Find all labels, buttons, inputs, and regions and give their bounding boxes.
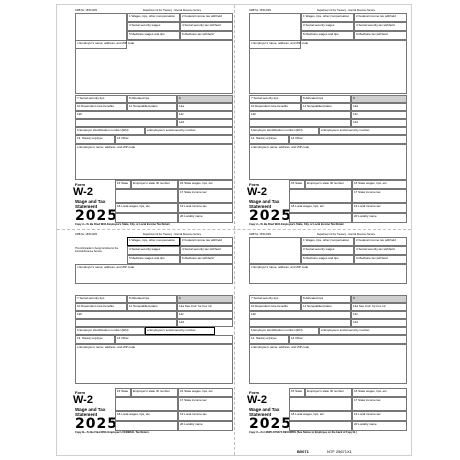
box-14[interactable]: 14 Other — [115, 135, 233, 144]
box-12c[interactable]: 12c — [177, 311, 233, 319]
box-11[interactable]: 11 Nonqualified plans — [301, 103, 351, 111]
box-12c[interactable]: 12c — [177, 111, 233, 119]
state-blank — [115, 397, 178, 411]
box-15-state-id[interactable]: Employer's state ID number — [305, 180, 352, 189]
horizontal-perforation — [57, 229, 411, 230]
box-20[interactable]: 20 Locality name — [178, 421, 233, 431]
box-15[interactable]: 15 State — [289, 180, 305, 189]
box-7[interactable]: 7 Social security tips — [75, 95, 127, 103]
w2-form-sheet: OMB No. 1545-0029 Department of the Treasury - Internal Revenue Service 1 Wages, tips, other compensation 2 Federal income tax withheld 3 Social security wages 4 Social security tax withheld 5 Medicare wages and tips 6 Medicare tax withheld c Employer's name, address, and ZIP code 7 Social security tips 8 Allocated tips 9 10 Dependent care benefits 11 Nonqualified plans 12a 12b 12c 12d b Employer identification number (EIN) a Employee's social security number 13 Statutory employee 14 Other e Employee's name, address, and ZIP code OMB No. 1545-0029 Department of the Treasury - Internal Revenue Service 1 Wages, tips, other compensation 2 Federal income tax withheld 3 Social security wages 4 Social security tax withheld 5 Medicare wages and tips 6 Medicare tax withheld c Employer's name, address, and ZIP code 7 Social security tips 8 Allocated tips 9 10 Dependent care benefits 11 Nonqualified plans 12a 12b 12c 12d b Employer identification number (EIN) a Employee's social security number 13 Statutory employee 14 Other e Employee's name, address, and ZIP code Form W-2 Wage and Tax Statement 2025 Copy 2—To Be Filed With Employee's State, City, or Local Income Tax Return 15 State Employer's state ID number 16 State wages, tips, etc. 17 State income tax 18 Local wages, tips, etc. 19 Local income tax 20 Locality name Form W-2 Wage and Tax Statement 2025 Copy 2—To Be Filed With Employee's State, City, or Local Income Tax Return 15 State Employer's state ID number 16 State wages, tips, etc. 17 State income tax 18 Local wages, tips, etc. 19 Local income tax 20 Locality name OMB No. 1545-0029 Department of the Treasury - Internal Revenue Service This information is being furnished to the Internal Revenue Service. 1 Wages, tips, other compensation 2 Federal income tax withheld 3 Social security wages 4 Social security tax withheld 5 Medicare wages and tips 6 Medicare tax withheld c Employer's name, address, and ZIP code 7 Social security tips 8 Allocated tips 9 10 Dependent care benefits 11 Nonqualified plans 12a See instr. for box 12 12b 12c 12d b Employer identification number (EIN) a Employee's social security number 13 Statutory employee 14 Other e Employee's name, address, and ZIP code OMB No. 1545-0029 Department of the Treasury - Internal Revenue Service 1 Wages, tips, other compensation 2 Federal income tax withheld 3 Social security wages 4 Social security tax withheld 5 Medicare wages and tips 6 Medicare tax withheld c Employer's name, address, and ZIP code 7 Social security tips 8 Allocated tips 9 10 Dependent care benefits 11 Nonqualified plans 12a See instr. for box 12 12b 12c 12d b Employer identification number (EIN) a Employee's social security number 13 Statutory employee 14 Other e Employee's name, address, and ZIP code Form W-2 Wage and Tax Statement 2025 Copy B—To Be Filed With Employee's FEDERAL Tax Return. 15 State Employer's state ID number 16 State wages, tips, etc. 17 State income tax 18 Local wages, tips, etc. 19 Local income tax 20 Locality name Form W-2 Wage and Tax Statement 2025 Copy C—For EMPLOYEE'S RECORDS (See Notice to Employee on the back of Copy B.) 15 State Employer's state ID number 16 State wages, tips, etc. 17 State income tax 18 Local wages, tips, etc. 19 Local income tax 20 Locality name B0071 NTF 25671X1 — [56, 4, 412, 456]
box-13[interactable]: 13 Statutory employee — [75, 135, 115, 144]
omb-number: OMB No. 1545-0029 — [75, 9, 97, 12]
ssn-box[interactable]: a Employee's social security number — [319, 127, 407, 135]
box-12c[interactable]: 12c — [351, 111, 407, 119]
box-12a[interactable]: 12a — [177, 103, 233, 111]
tax-year: 2025 — [75, 416, 118, 432]
box-18[interactable]: 18 Local wages, tips, etc. — [115, 411, 178, 421]
box-12b[interactable]: 12b — [249, 111, 351, 119]
employer-name-box[interactable]: c Employer's name, address, and ZIP code — [249, 264, 407, 284]
box-20[interactable]: 20 Locality name — [352, 213, 407, 223]
box-3[interactable]: 3 Social security wages — [301, 22, 354, 31]
box-18[interactable]: 18 Local wages, tips, etc. — [289, 411, 352, 421]
box-13-area — [249, 119, 351, 127]
box-19[interactable]: 19 Local income tax — [352, 203, 407, 213]
box-20-area — [289, 213, 352, 223]
vertical-perforation — [234, 5, 235, 455]
employee-name-box[interactable]: e Employee's name, address, and ZIP code — [75, 344, 233, 384]
box-12b[interactable]: 12b — [75, 111, 177, 119]
box-16[interactable]: 16 State wages, tips, etc. — [352, 180, 407, 189]
box-3[interactable]: 3 Social security wages — [127, 22, 180, 31]
box-18[interactable]: 18 Local wages, tips, etc. — [115, 203, 178, 213]
box-4[interactable]: 4 Social security tax withheld — [180, 22, 233, 31]
box-5[interactable]: 5 Medicare wages and tips — [127, 31, 180, 40]
box-13[interactable]: 13 Statutory employee — [249, 335, 289, 344]
copy-note: Copy 2—To Be Filed With Employee's State, City, or Local Income Tax Return — [75, 223, 170, 226]
box-12c[interactable]: 12c — [351, 311, 407, 319]
box-6[interactable]: 6 Medicare tax withheld — [180, 31, 233, 40]
box-5[interactable]: 5 Medicare wages and tips — [127, 255, 180, 264]
box-16[interactable]: 16 State wages, tips, etc. — [178, 388, 233, 397]
form-name: W-2 — [73, 186, 93, 198]
box-20[interactable]: 20 Locality name — [352, 421, 407, 431]
info-note: This information is being furnished to the Internal Revenue Service. — [75, 247, 119, 254]
box-15[interactable]: 15 State — [289, 388, 305, 397]
box-12d[interactable]: 12d — [351, 319, 407, 327]
box-19[interactable]: 19 Local income tax — [352, 411, 407, 421]
form-name: W-2 — [247, 394, 267, 406]
form-name: W-2 — [73, 394, 93, 406]
box-10[interactable]: 10 Dependent care benefits — [249, 103, 301, 111]
employer-name-box[interactable]: c Employer's name, address, and ZIP code — [75, 264, 233, 284]
box-12a[interactable]: 12a — [351, 103, 407, 111]
box-4[interactable]: 4 Social security tax withheld — [180, 246, 233, 255]
box-2[interactable]: 2 Federal income tax withheld — [354, 13, 407, 22]
box-2[interactable]: 2 Federal income tax withheld — [180, 13, 233, 22]
box-2[interactable]: 2 Federal income tax withheld — [354, 237, 407, 246]
box-4[interactable]: 4 Social security tax withheld — [354, 22, 407, 31]
box-1[interactable]: 1 Wages, tips, other compensation — [127, 13, 180, 22]
box-6[interactable]: 6 Medicare tax withheld — [180, 255, 233, 264]
box-16[interactable]: 16 State wages, tips, etc. — [352, 388, 407, 397]
box-9: 9 — [351, 295, 407, 303]
employee-name-box[interactable]: e Employee's name, address, and ZIP code — [249, 144, 407, 180]
box-15-state-id[interactable]: Employer's state ID number — [131, 180, 178, 189]
box-9: 9 — [351, 95, 407, 103]
box-13[interactable]: 13 Statutory employee — [75, 335, 115, 344]
void-box — [249, 237, 301, 264]
box-16[interactable]: 16 State wages, tips, etc. — [178, 180, 233, 189]
box-2[interactable]: 2 Federal income tax withheld — [180, 237, 233, 246]
employer-name-box[interactable]: c Employer's name, address, and ZIP code — [249, 40, 407, 94]
box-14[interactable]: 14 Other — [115, 335, 233, 344]
copy-note: Copy C—For EMPLOYEE'S RECORDS (See Notice to Employee on the back of Copy B.) — [249, 431, 357, 434]
box-10[interactable]: 10 Dependent care benefits — [75, 303, 127, 311]
state-blank — [115, 189, 178, 203]
box-19[interactable]: 19 Local income tax — [178, 203, 233, 213]
box-15-state-id[interactable]: Employer's state ID number — [305, 388, 352, 397]
box-7[interactable]: 7 Social security tips — [249, 295, 301, 303]
copy-note: Copy B—To Be Filed With Employee's FEDERAL Tax Return. — [75, 431, 150, 434]
form-code: B0071 — [297, 449, 309, 454]
box-11[interactable]: 11 Nonqualified plans — [301, 303, 351, 311]
tax-year: 2025 — [249, 208, 292, 224]
box-1[interactable]: 1 Wages, tips, other compensation — [301, 237, 354, 246]
box-6[interactable]: 6 Medicare tax withheld — [354, 31, 407, 40]
box-8[interactable]: 8 Allocated tips — [127, 295, 177, 303]
box-8[interactable]: 8 Allocated tips — [301, 95, 351, 103]
ssn-box[interactable]: a Employee's social security number — [145, 127, 233, 135]
ssn-box[interactable]: a Employee's social security number — [319, 327, 407, 335]
copy-note: Copy 2—To Be Filed With Employee's State, City, or Local Income Tax Return — [249, 223, 344, 226]
box-11[interactable]: 11 Nonqualified plans — [127, 303, 177, 311]
box-3[interactable]: 3 Social security wages — [301, 246, 354, 255]
box-20-area — [115, 213, 178, 223]
box-12d[interactable]: 12d — [177, 119, 233, 127]
ssn-box[interactable]: a Employee's social security number — [145, 327, 215, 335]
box-12d[interactable]: 12d — [177, 319, 233, 327]
employee-name-box[interactable]: e Employee's name, address, and ZIP code — [249, 344, 407, 384]
ein-box[interactable]: b Employer identification number (EIN) — [75, 327, 145, 335]
department-label: Department of the Treasury - Internal Revenue Service — [143, 9, 202, 12]
box-20-area — [115, 421, 178, 431]
box-14[interactable]: 14 Other — [289, 135, 407, 144]
box-13-area — [75, 319, 177, 327]
box-14[interactable]: 14 Other — [289, 335, 407, 344]
box-7[interactable]: 7 Social security tips — [249, 95, 301, 103]
box-8[interactable]: 8 Allocated tips — [301, 295, 351, 303]
box-18[interactable]: 18 Local wages, tips, etc. — [289, 203, 352, 213]
box-15[interactable]: 15 State — [115, 180, 131, 189]
tax-year: 2025 — [75, 208, 118, 224]
box-6[interactable]: 6 Medicare tax withheld — [354, 255, 407, 264]
box-5[interactable]: 5 Medicare wages and tips — [301, 31, 354, 40]
box-15-state-id[interactable]: Employer's state ID number — [131, 388, 178, 397]
box-12b[interactable]: 12b — [75, 311, 177, 319]
box-8[interactable]: 8 Allocated tips — [127, 95, 177, 103]
box-4[interactable]: 4 Social security tax withheld — [354, 246, 407, 255]
ein-box[interactable]: b Employer identification number (EIN) — [249, 327, 319, 335]
tax-year: 2025 — [249, 416, 292, 432]
box-11[interactable]: 11 Nonqualified plans — [127, 103, 177, 111]
box-13-area — [75, 119, 177, 127]
box-7[interactable]: 7 Social security tips — [75, 295, 127, 303]
box-20[interactable]: 20 Locality name — [178, 213, 233, 223]
box-19[interactable]: 19 Local income tax — [178, 411, 233, 421]
ein-box[interactable]: b Employer identification number (EIN) — [249, 127, 319, 135]
box-12b[interactable]: 12b — [249, 311, 351, 319]
box-17[interactable]: 17 State income tax — [178, 189, 233, 203]
box-9: 9 — [177, 95, 233, 103]
ein-box[interactable]: b Employer identification number (EIN) — [75, 127, 145, 135]
box-12a[interactable]: 12a See instr. for box 12 — [177, 303, 233, 311]
box-12a[interactable]: 12a See instr. for box 12 — [351, 303, 407, 311]
box-13[interactable]: 13 Statutory employee — [249, 135, 289, 144]
box-5[interactable]: 5 Medicare wages and tips — [301, 255, 354, 264]
box-20-area — [289, 421, 352, 431]
box-1[interactable]: 1 Wages, tips, other compensation — [127, 237, 180, 246]
box-10[interactable]: 10 Dependent care benefits — [249, 303, 301, 311]
box-12d[interactable]: 12d — [351, 119, 407, 127]
box-17[interactable]: 17 State income tax — [352, 397, 407, 411]
box-3[interactable]: 3 Social security wages — [127, 246, 180, 255]
box-17[interactable]: 17 State income tax — [178, 397, 233, 411]
box-10[interactable]: 10 Dependent care benefits — [75, 103, 127, 111]
employer-name-box[interactable]: c Employer's name, address, and ZIP code — [75, 40, 233, 94]
state-blank — [289, 397, 352, 411]
form-name: W-2 — [247, 186, 267, 198]
box-1[interactable]: 1 Wages, tips, other compensation — [301, 13, 354, 22]
box-17[interactable]: 17 State income tax — [352, 189, 407, 203]
box-15[interactable]: 15 State — [115, 388, 131, 397]
box-13-area — [249, 319, 351, 327]
state-blank — [289, 189, 352, 203]
vendor-code: NTF 25671X1 — [327, 449, 352, 454]
box-9: 9 — [177, 295, 233, 303]
employee-name-box[interactable]: e Employee's name, address, and ZIP code — [75, 144, 233, 180]
